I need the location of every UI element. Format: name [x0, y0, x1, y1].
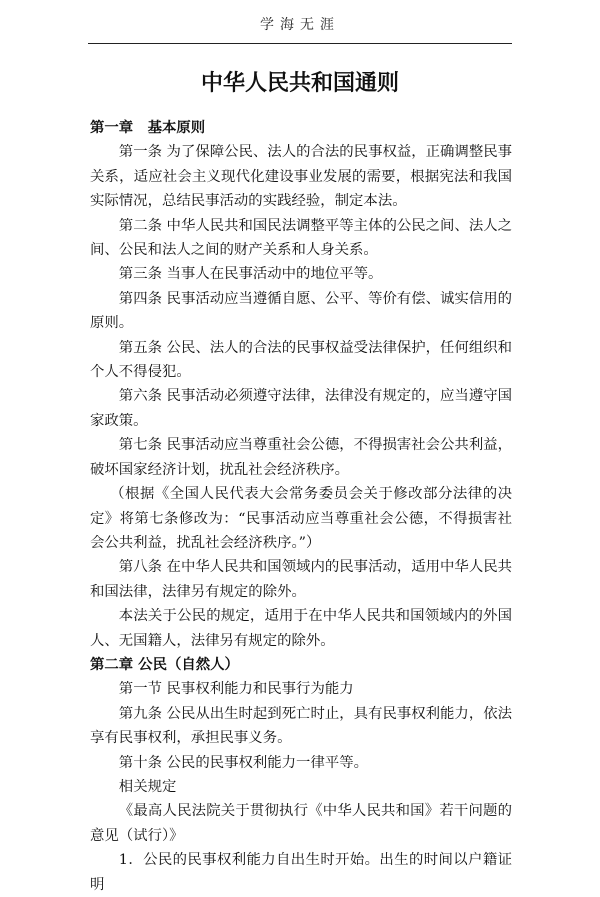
- article-7-note: （根据《全国人民代表大会常务委员会关于修改部分法律的决定》将第七条修改为：“民事活动应当尊重社会公德，不得损害社会公共利益，扰乱社会经济秩序。”）: [90, 486, 512, 551]
- article-5: 第五条 公民、法人的合法的民事权益受法律保护，任何组织和个人不得侵犯。: [90, 339, 512, 381]
- document-title: 中华人民共和国通则: [200, 71, 399, 96]
- article-8: 第八条 在中华人民共和国领域内的民事活动，适用中华人民共和国法律，法律另有规定的除外。: [90, 559, 512, 600]
- article-6: 第六条 民事活动必须遵守法律，法律没有规定的，应当遵守国家政策。: [90, 388, 512, 429]
- article-7: 第七条 民事活动应当尊重社会公德，不得损害社会公共利益，破坏国家经济计划，扰乱社会经济秩序。: [90, 437, 512, 478]
- section-1-heading: 第一节 民事权利能力和民事行为能力: [118, 681, 354, 698]
- opinion-item-1: 1．公民的民事权利能力自出生时开始。出生的时间以户籍证明: [90, 852, 512, 893]
- article-4: 第四条 民事活动应当遵循自愿、公平、等价有偿、诚实信用的原则。: [90, 290, 512, 332]
- chapter-1-heading: 第一章 基本原则: [90, 120, 206, 136]
- article-9: 第九条 公民从出生时起到死亡时止，具有民事权利能力，依法享有民事权利，承担民事义务。: [90, 705, 512, 747]
- article-8-continued: 本法关于公民的规定，适用于在中华人民共和国领域内的外国人、无国籍人，法律另有规定的除外。: [90, 608, 512, 649]
- article-2: 第二条 中华人民共和国民法调整平等主体的公民之间、法人之间、公民和法人之间的财产关系和人身关系。: [90, 217, 512, 259]
- header-rule: [88, 43, 512, 44]
- document-body: [90, 116, 512, 897]
- header-text: 学海无涯: [260, 17, 340, 33]
- court-opinion-title: 《最高人民法院关于贯彻执行《中华人民共和国》若干问题的意见（试行）》: [90, 803, 512, 844]
- article-1: 第一条 为了保障公民、法人的合法的民事权益，正确调整民事关系，适应社会主义现代化建设事业发展的需要，根据宪法和我国实际情况，总结民事活动的实践经验，制定本法。: [90, 144, 512, 210]
- related-provisions-label: 相关规定: [118, 778, 177, 795]
- chapter-2-heading: 第二章 公民（自然人）: [90, 656, 239, 673]
- article-3: 第三条 当事人在民事活动中的地位平等。: [118, 266, 383, 283]
- article-10: 第十条 公民的民事权利能力一律平等。: [118, 754, 369, 771]
- running-header: [88, 0, 512, 46]
